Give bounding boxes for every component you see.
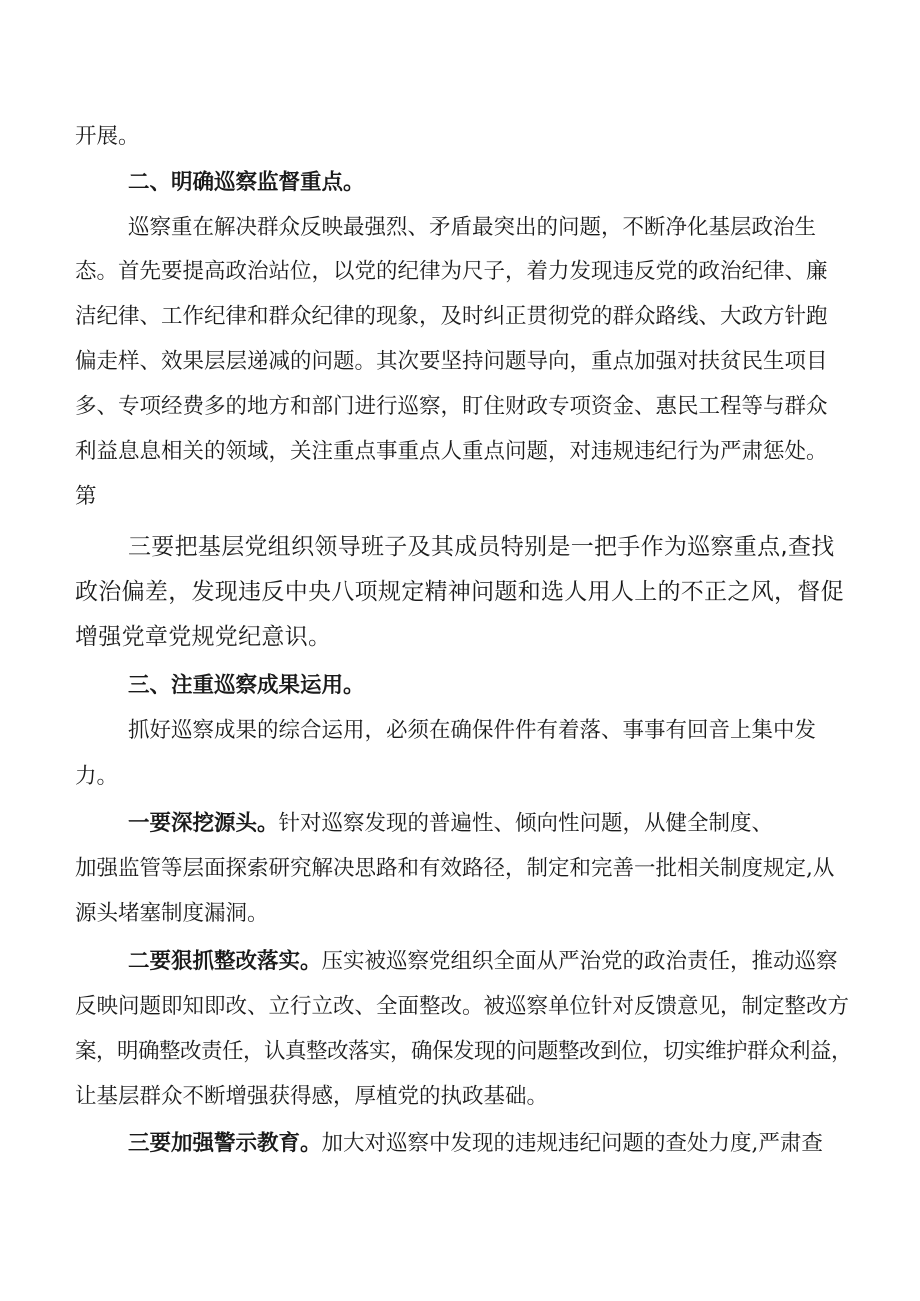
text-line: 抓好巡察成果的综合运用，必须在确保件件有着落、事事有回音上集中发 (128, 718, 817, 743)
text-line (128, 809, 773, 839)
text-line: 力。 (75, 764, 119, 789)
section-heading-3: 三、注重巡察成果运用。 (128, 673, 365, 698)
text-line: 偏走样、效果层层递减的问题。其次要坚持问题导向，重点加强对扶贫民生项目 (75, 349, 828, 374)
text-line: 巡察重在解决群众反映最强烈、矛盾最突出的问题，不断净化基层政治生 (128, 215, 817, 240)
section-heading-2: 二、明确巡察监督重点。 (128, 170, 365, 195)
text-line: 多、专项经费多的地方和部门进行巡察，盯住财政专项资金、惠民工程等与群众 (75, 394, 828, 419)
text-span: 压实被巡察党组织全面从严治党的政治责任，推动巡察 (321, 949, 838, 974)
text-line: 三要把基层党组织领导班子及其成员特别是一把手作为巡察重点,查找 (128, 534, 835, 560)
text-span: 加大对巡察中发现的违规违纪问题的查处力度,严肃查 (321, 1131, 823, 1156)
text-line: 洁纪律、工作纪律和群众纪律的现象，及时纠正贯彻党的群众路线、大政方针跑 (75, 304, 828, 329)
text-line (128, 947, 838, 977)
text-line: 让基层群众不断增强获得感，厚植党的执政基础。 (75, 1084, 549, 1109)
text-line: 加强监管等层面探索研究解决思路和有效路径，制定和完善一批相关制度规定,从 (75, 856, 835, 881)
lead-phrase: 一要深挖源头。 (128, 811, 279, 836)
text-line: 政治偏差，发现违反中央八项规定精神问题和选人用人上的不正之风，督促 (75, 579, 844, 605)
text-line: 第 (75, 484, 97, 509)
text-line: 态。首先要提高政治站位，以党的纪律为尺子，着力发现违反党的政治纪律、廉 (75, 259, 828, 284)
lead-phrase: 三要加强警示教育。 (128, 1131, 322, 1156)
text-line: 利益息息相关的领域，关注重点事重点人重点问题，对违规违纪行为严肃惩处。 (75, 439, 828, 464)
text-line: 反映问题即知即改、立行立改、全面整改。被巡察单位针对反馈意见，制定整改方 (75, 994, 850, 1019)
text-line: 增强党章党规党纪意识。 (75, 624, 332, 650)
text-span: 针对巡察发现的普遍性、倾向性问题，从健全制度、 (278, 811, 774, 836)
lead-phrase: 二要狠抓整改落实。 (128, 949, 322, 974)
text-line (128, 1129, 823, 1159)
text-line: 开展。 (75, 124, 140, 149)
text-line: 源头堵塞制度漏洞。 (75, 901, 269, 926)
text-line: 案，明确整改责任，认真整改落实，确保发现的问题整改到位，切实维护群众利益， (75, 1039, 853, 1064)
